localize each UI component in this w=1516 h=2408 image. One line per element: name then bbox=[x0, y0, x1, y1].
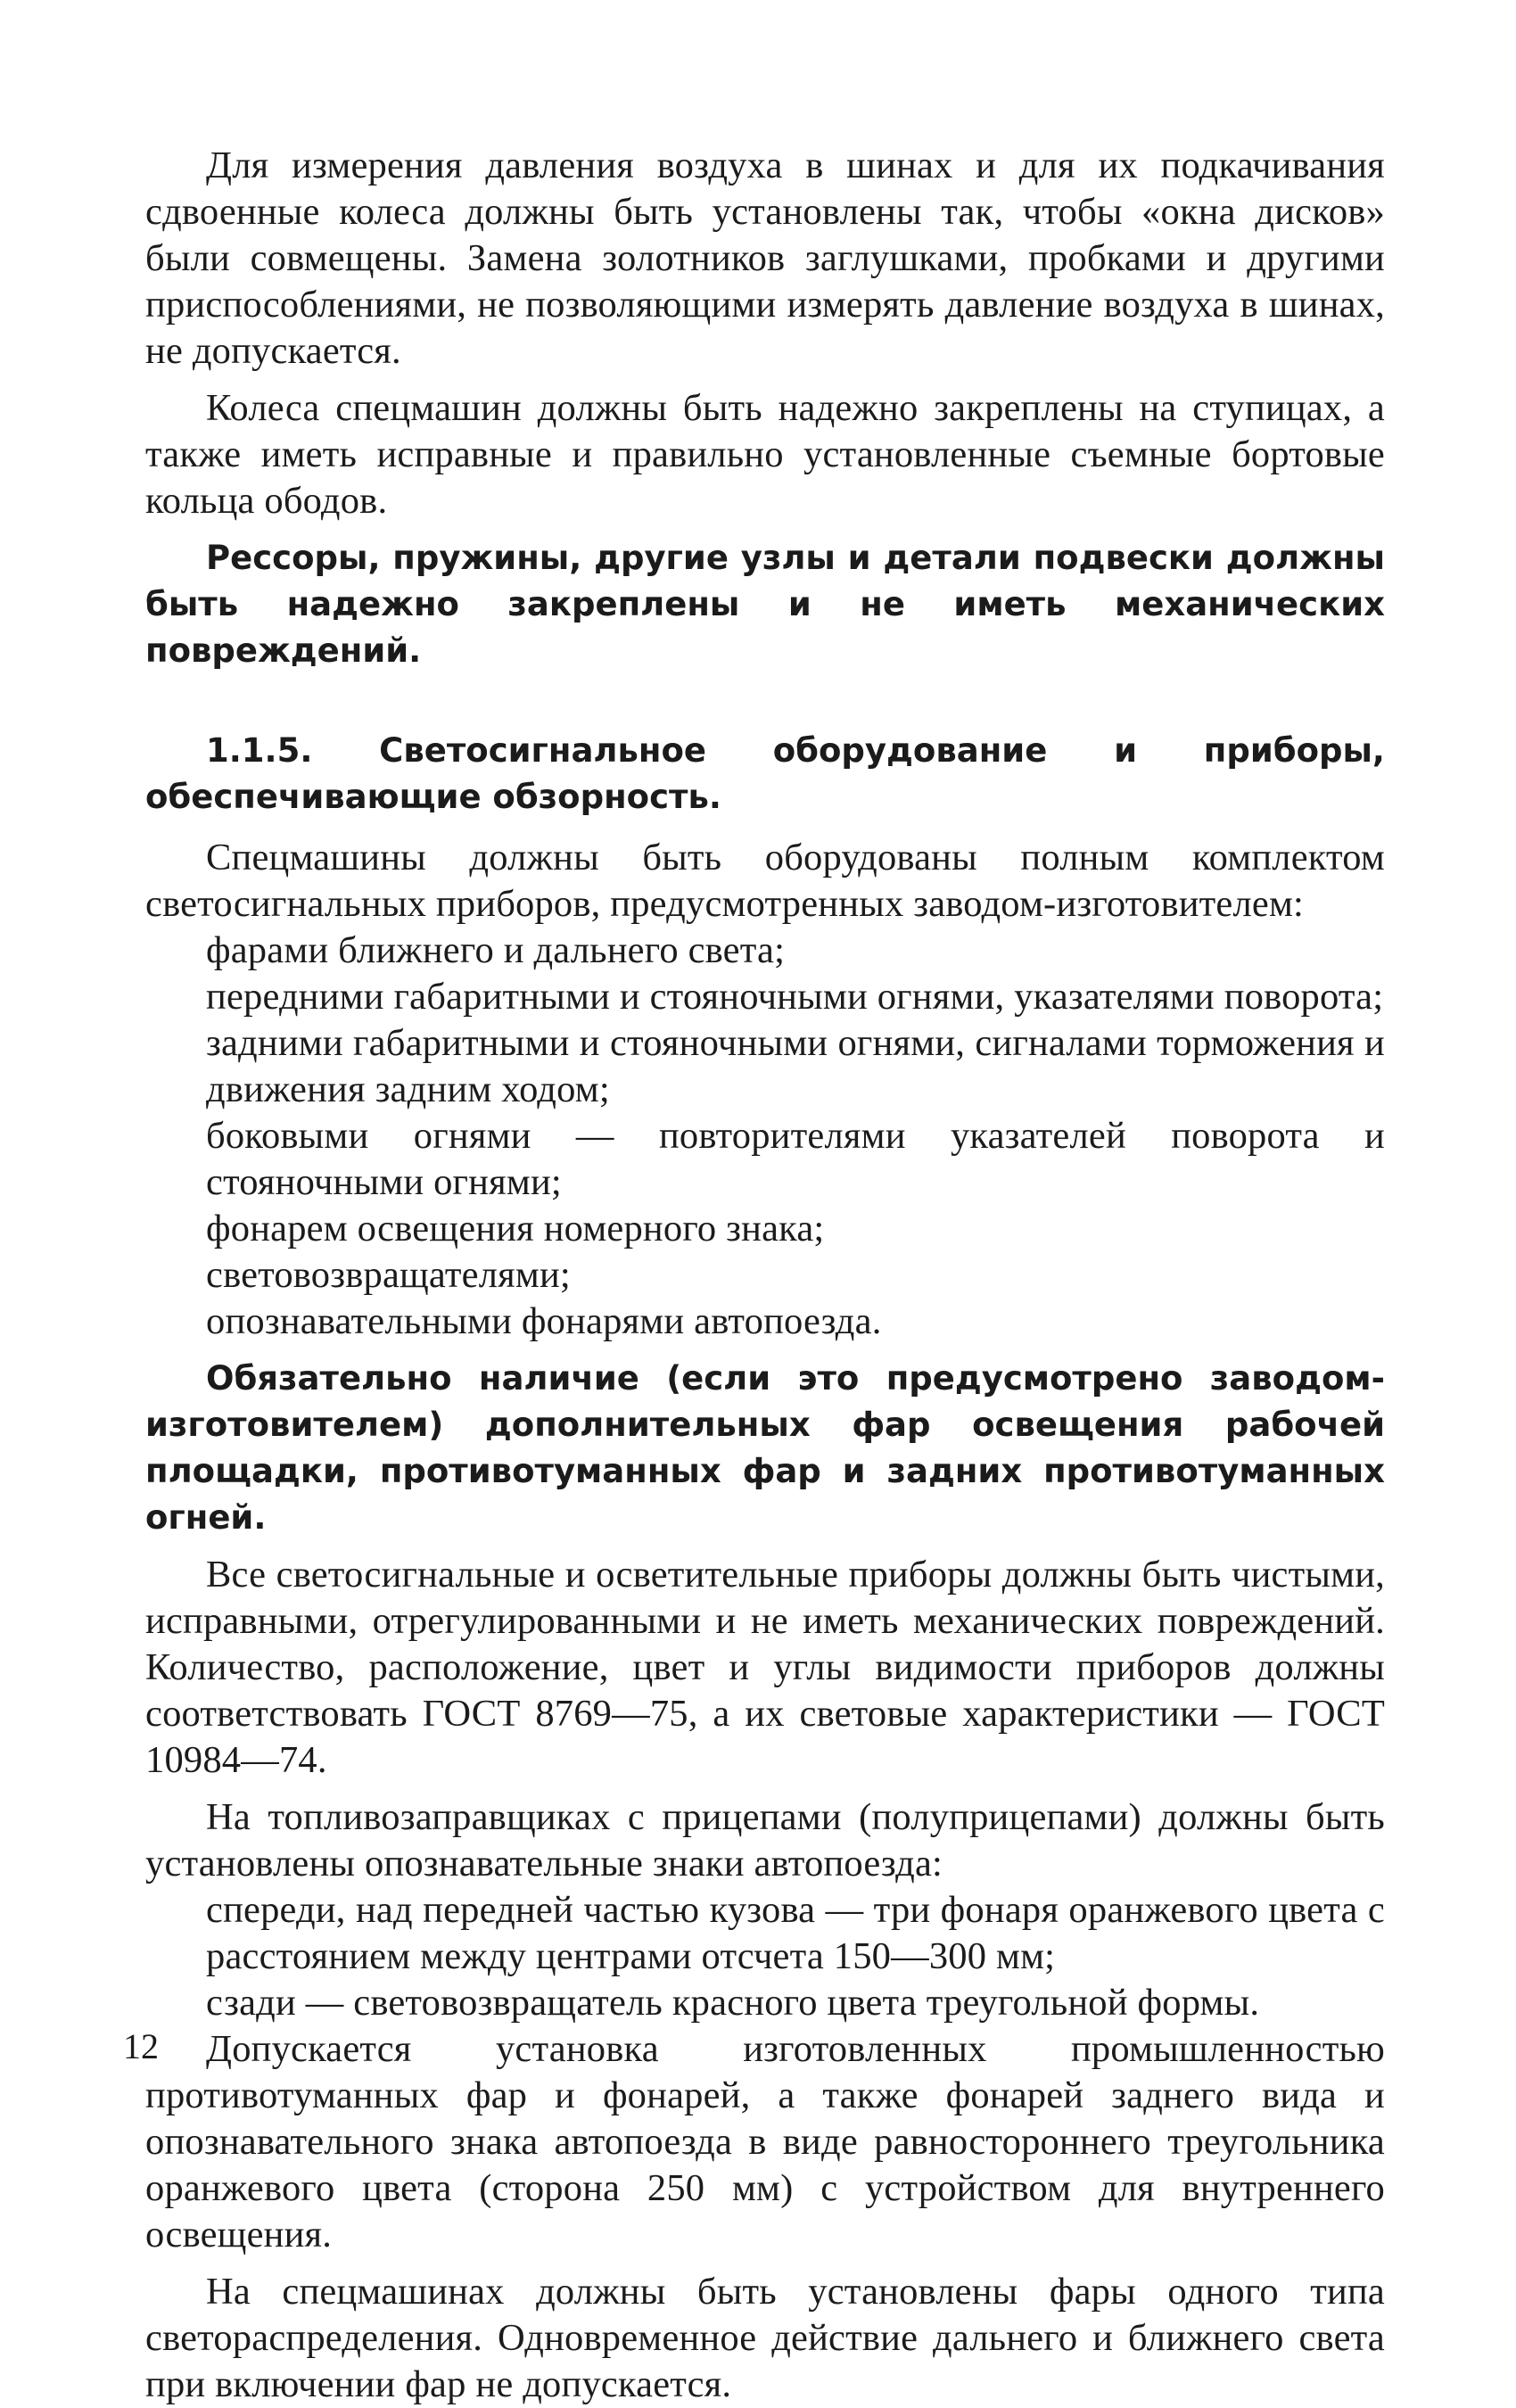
list-item: фонарем освещения номерного знака; bbox=[206, 1208, 825, 1249]
paragraph-mandatory-lights: Обязательно наличие (если это предусмотрено заводом-изготовителем) дополнительных фар освещения рабочей площадки, противотуманных фар и задних противотуманных огней. bbox=[145, 1359, 1385, 1537]
paragraph-wheel-mounting: Колеса спецмашин должны быть надежно закреплены на ступицах, а также иметь исправные и правильно установленные съемные бортовые кольца ободов. bbox=[145, 387, 1385, 522]
paragraph-headlights-rule: На спецмашинах должны быть установлены фары одного типа светораспределения. Одновременное действие дальнего и ближнего света при включении фар не допускается. bbox=[145, 2271, 1385, 2405]
paragraph-lights-requirements: Все светосигнальные и осветительные приборы должны быть чистыми, исправными, отрегулированными и не иметь механических повреждений. Количество, расположение, цвет и углы видимости приборов должны соответствовать ГОСТ 8769—75, а их световые характеристики — ГОСТ 10984—74. bbox=[145, 1554, 1385, 1781]
list-item: передними габаритными и стояночными огнями, указателями поворота; bbox=[206, 976, 1384, 1018]
list-item: опознавательными фонарями автопоезда. bbox=[206, 1300, 882, 1342]
paragraph-suspension: Рессоры, пружины, другие узлы и детали подвески должны быть надежно закреплены и не иметь механических повреждений. bbox=[145, 539, 1385, 670]
paragraph-tire-pressure: Для измерения давления воздуха в шинах и для их подкачивания сдвоенные колеса должны быть установлены так, чтобы «окна дисков» были совмещены. Замена золотников заглушками, пробками и другими приспособлениями, не позволяющими измерять давление воздуха в шинах, не допускается. bbox=[145, 144, 1385, 372]
page-number: 12 bbox=[123, 2026, 159, 2066]
paragraph-sign-rear: сзади — световозвращатель красного цвета треугольной формы. bbox=[206, 1982, 1260, 2024]
page-body bbox=[145, 143, 1385, 2408]
section-heading: 1.1.5. Светосигнальное оборудование и приборы, обеспечивающие обзорность. bbox=[145, 731, 1385, 816]
paragraph-fuel-tankers: На топливозаправщиках с прицепами (полуприцепами) должны быть установлены опознавательные знаки автопоезда: bbox=[145, 1796, 1385, 1884]
list-item: световозвращателями; bbox=[206, 1254, 571, 1296]
list-item: фарами ближнего и дальнего света; bbox=[206, 929, 786, 971]
list-item: задними габаритными и стояночными огнями, сигналами торможения и движения задним ходом; bbox=[206, 1022, 1385, 1110]
list-item: боковыми огнями — повторителями указателей поворота и стояночными огнями; bbox=[206, 1115, 1385, 1203]
paragraph-allowed-installation: Допускается установка изготовленных промышленностью противотуманных фар и фонарей, а также фонарей заднего вида и опознавательного знака автопоезда в виде равностороннего треугольника оранжевого цвета (сторона 250 мм) с устройством для внутреннего освещения. bbox=[145, 2028, 1385, 2255]
paragraph-lighting-intro: Спецмашины должны быть оборудованы полным комплектом светосигнальных приборов, предусмотренных заводом-изготовителем: bbox=[145, 837, 1385, 925]
paragraph-sign-front: спереди, над передней частью кузова — три фонаря оранжевого цвета с расстоянием между центрами отсчета 150—300 мм; bbox=[206, 1889, 1385, 1977]
